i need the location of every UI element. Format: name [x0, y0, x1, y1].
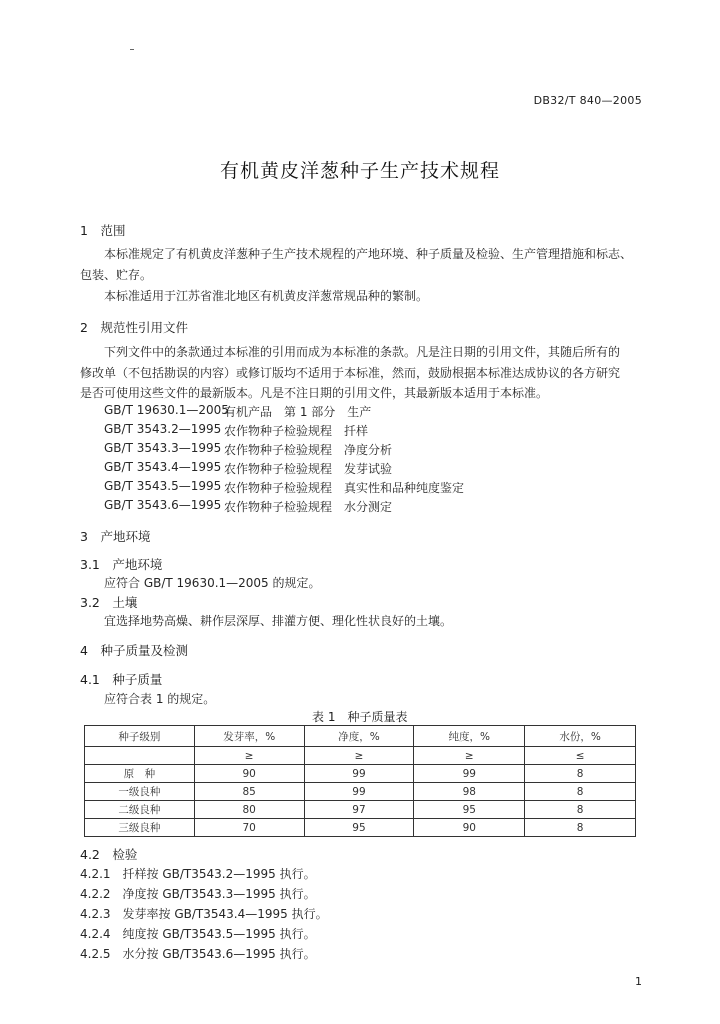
table-header-cell: 发芽率，% — [194, 726, 304, 747]
table-sign-cell: ≥ — [304, 747, 414, 765]
reference-title: 农作物种子检验规程 水分测定 — [224, 500, 393, 514]
reference-title: 有机产品 第 1 部分 生产 — [224, 405, 372, 419]
section-3-2-text: 宜选择地势高燥、耕作层深厚、排灌方便、理化性状良好的土壤。 — [104, 614, 453, 628]
table-cell: 99 — [304, 765, 414, 783]
section-1-heading: 1 范围 — [80, 223, 126, 238]
table-cell: 95 — [304, 819, 414, 837]
table-cell: 70 — [194, 819, 304, 837]
table-row — [85, 765, 636, 783]
section-3-1-heading: 3.1 产地环境 — [80, 557, 163, 572]
section-3-1-text: 应符合 GB/T 19630.1—2005 的规定。 — [104, 576, 321, 590]
table-header-cell: 净度，% — [304, 726, 414, 747]
table-cell: 99 — [414, 765, 525, 783]
table-sign-cell — [85, 747, 195, 765]
section-4-2-item: 4.2.3 发芽率按 GB/T3543.4—1995 执行。 — [80, 907, 328, 921]
section-2-paragraph-line-3: 是否可使用这些文件的最新版本。凡是不注日期的引用文件，其最新版本适用于本标准。 — [80, 386, 549, 400]
table-cell: 8 — [525, 783, 636, 801]
table-cell: 8 — [525, 819, 636, 837]
table-row — [85, 783, 636, 801]
section-4-2-item: 4.2.4 纯度按 GB/T3543.5—1995 执行。 — [80, 927, 316, 941]
table-cell: 一级良种 — [85, 783, 195, 801]
table-header-cell: 种子级别 — [85, 726, 195, 747]
section-4-2-item: 4.2.1 扦样按 GB/T3543.2—1995 执行。 — [80, 867, 316, 881]
table-sign-cell: ≤ — [525, 747, 636, 765]
reference-code: GB/T 3543.3—1995 — [104, 441, 222, 455]
reference-code: GB/T 3543.5—1995 — [104, 479, 222, 493]
reference-code: GB/T 3543.2—1995 — [104, 422, 222, 436]
table-header-cell: 纯度，% — [414, 726, 525, 747]
table-header-cell: 水份，% — [525, 726, 636, 747]
table-cell: 二级良种 — [85, 801, 195, 819]
standard-number: DB32/T 840—2005 — [533, 94, 642, 107]
table-cell: 95 — [414, 801, 525, 819]
table-sign-row — [85, 747, 636, 765]
section-1-paragraph-1-line-1: 本标准规定了有机黄皮洋葱种子生产技术规程的产地环境、种子质量及检验、生产管理措施和标志、 — [104, 247, 633, 261]
table-cell: 8 — [525, 765, 636, 783]
table-cell: 三级良种 — [85, 819, 195, 837]
reference-code: GB/T 19630.1—2005 — [104, 403, 229, 417]
section-4-1-heading: 4.1 种子质量 — [80, 672, 163, 687]
table-caption: 表 1 种子质量表 — [312, 710, 408, 724]
table-sign-cell: ≥ — [194, 747, 304, 765]
section-2-paragraph-line-2: 修改单（不包括勘误的内容）或修订版均不适用于本标准，然而，鼓励根据本标准达成协议的各方研究 — [80, 366, 621, 380]
reference-code: GB/T 3543.6—1995 — [104, 498, 222, 512]
reference-title: 农作物种子检验规程 发芽试验 — [224, 462, 393, 476]
table-cell: 90 — [414, 819, 525, 837]
section-4-heading: 4 种子质量及检测 — [80, 643, 188, 658]
section-3-heading: 3 产地环境 — [80, 529, 151, 544]
section-2-heading: 2 规范性引用文件 — [80, 320, 188, 335]
table-cell: 80 — [194, 801, 304, 819]
page-number: 1 — [635, 975, 642, 988]
section-4-2-item: 4.2.5 水分按 GB/T3543.6—1995 执行。 — [80, 947, 316, 961]
table-sign-cell: ≥ — [414, 747, 525, 765]
table-cell: 原 种 — [85, 765, 195, 783]
table-cell: 85 — [194, 783, 304, 801]
section-4-2-heading: 4.2 检验 — [80, 847, 138, 862]
scan-mark — [130, 49, 134, 50]
table-cell: 97 — [304, 801, 414, 819]
table-row — [85, 801, 636, 819]
reference-title: 农作物种子检验规程 真实性和品种纯度鉴定 — [224, 481, 465, 495]
reference-title: 农作物种子检验规程 扦样 — [224, 424, 369, 438]
table-cell: 90 — [194, 765, 304, 783]
table-row — [85, 819, 636, 837]
section-4-2-item: 4.2.2 净度按 GB/T3543.3—1995 执行。 — [80, 887, 316, 901]
table-cell: 8 — [525, 801, 636, 819]
section-1-paragraph-2: 本标准适用于江苏省淮北地区有机黄皮洋葱常规品种的繁制。 — [104, 289, 429, 303]
table-header-row — [85, 726, 636, 747]
table-cell: 98 — [414, 783, 525, 801]
reference-code: GB/T 3543.4—1995 — [104, 460, 222, 474]
section-1-paragraph-1-line-2: 包装、贮存。 — [80, 268, 153, 282]
section-4-1-text: 应符合表 1 的规定。 — [104, 692, 216, 706]
reference-title: 农作物种子检验规程 净度分析 — [224, 443, 393, 457]
table-cell: 99 — [304, 783, 414, 801]
section-2-paragraph-line-1: 下列文件中的条款通过本标准的引用而成为本标准的条款。凡是注日期的引用文件，其随后所有的 — [104, 345, 621, 359]
seed-quality-table — [84, 725, 636, 837]
section-3-2-heading: 3.2 土壤 — [80, 595, 138, 610]
document-title: 有机黄皮洋葱种子生产技术规程 — [219, 160, 500, 182]
